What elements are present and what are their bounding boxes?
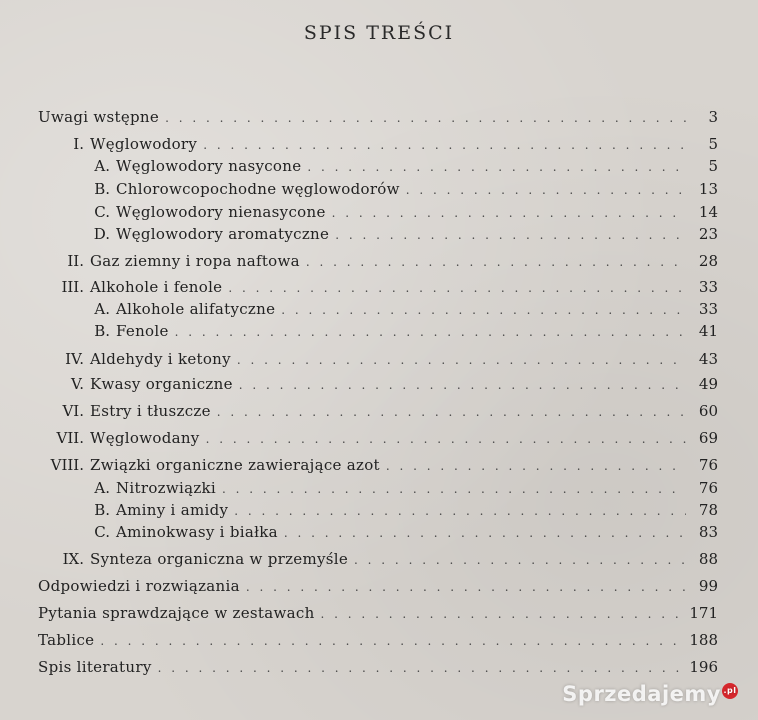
toc-leader-dots [281,299,686,321]
toc-entry-number: C. [94,523,110,541]
toc-entry-number: VI. [62,402,84,420]
toc-entry-section [38,298,718,320]
toc-leader-dots [217,401,686,423]
toc-leader-dots [175,321,686,343]
toc-entry-label: Chlorowcopochodne węglowodorów [116,180,400,198]
toc-entry-page: 43 [698,350,718,368]
toc-entry-label: Węglowodory [90,135,198,153]
toc-entry-section [38,155,718,177]
toc-leader-dots [306,251,686,273]
toc-entry-number: B. [94,501,110,519]
watermark-badge: .pl [722,683,738,699]
toc-entry-page: 99 [698,577,718,595]
toc-entry-section [38,201,718,223]
toc-entry-page: 188 [689,631,718,649]
toc-entry-label: Węglowodory nasycone [116,157,302,175]
toc-entry-label: Związki organiczne zawierające azot [90,456,380,474]
toc-entry-page: 69 [698,429,718,447]
toc-entry-label: Aminokwasy i białka [116,523,278,541]
toc-leader-dots [234,500,686,522]
toc-entry-pytania [38,602,718,624]
toc-entry-chapter-vii [38,427,718,449]
toc-entry-label: Aldehydy i ketony [90,350,231,368]
toc-entry-section [38,320,718,342]
toc-entry-label: Alkohole i fenole [90,278,223,296]
toc-entry-section [38,521,718,543]
toc-leader-dots [332,202,686,224]
toc-leader-dots [222,478,686,500]
toc-leader-dots [206,428,686,450]
toc-entry-page: 5 [708,157,718,175]
toc-entry-page: 33 [698,278,718,296]
toc-leader-dots [321,603,684,625]
toc-entry-chapter-iii [38,276,718,298]
toc-leader-dots [237,349,686,371]
toc-entry-chapter-iv [38,348,718,370]
toc-entry-number: IV. [65,350,84,368]
toc-entry-label: Kwasy organiczne [90,375,233,393]
toc-entry-label: Estry i tłuszcze [90,402,211,420]
toc-entry-number: C. [94,203,110,221]
toc-entry-label: Gaz ziemny i ropa naftowa [90,252,300,270]
toc-entry-section [38,499,718,521]
toc-entry-label: Odpowiedzi i rozwiązania [38,577,240,595]
toc-entry-number: B. [94,322,110,340]
toc-entry-label: Synteza organiczna w przemyśle [90,550,349,568]
toc-entry-chapter-ix [38,548,718,570]
toc-entry-tablice [38,629,718,651]
toc-entry-page: 60 [698,402,718,420]
toc-entry-uwagi [38,106,718,128]
toc-entry-number: VII. [56,429,84,447]
toc-entry-page: 14 [698,203,718,221]
toc-leader-dots [335,224,686,246]
toc-entry-label: Fenole [116,322,169,340]
toc-entry-page: 196 [689,658,718,676]
toc-entry-page: 88 [698,550,718,568]
toc-entry-number: B. [94,180,110,198]
toc-leader-dots [354,549,686,571]
toc-entry-number: III. [61,278,84,296]
toc-entry-number: V. [71,375,84,393]
toc-entry-page: 171 [689,604,718,622]
toc-leader-dots [165,107,686,129]
toc-entry-label: Uwagi wstępne [38,108,160,126]
toc-entry-page: 28 [698,252,718,270]
toc-entry-number: A. [94,157,110,175]
toc-entry-label: Alkohole alifatyczne [116,300,276,318]
toc-entry-chapter-v [38,373,718,395]
toc-entry-number: I. [73,135,84,153]
toc-entry-page: 76 [698,479,718,497]
toc-entry-chapter-vi [38,400,718,422]
toc-leader-dots [158,657,684,679]
toc-entry-section [38,477,718,499]
toc-entry-number: IX. [62,550,84,568]
toc-entry-number: A. [94,300,110,318]
toc-entry-chapter-viii [38,454,718,476]
toc-entry-label: Spis literatury [38,658,152,676]
toc-leader-dots [239,374,686,396]
toc-entry-odpowiedzi [38,575,718,597]
toc-entry-label: Węglowodory nienasycone [116,203,326,221]
toc-entry-label: Tablice [38,631,95,649]
toc-leader-dots [203,134,686,156]
toc-entry-literatura [38,656,718,678]
toc-entry-section [38,223,718,245]
toc-entry-label: Nitrozwiązki [116,479,217,497]
toc-entry-number: D. [93,225,110,243]
toc-entry-page: 5 [708,135,718,153]
toc-entry-number: VIII. [50,456,84,474]
toc-entry-label: Węglowodany [90,429,200,447]
toc-entry-page: 33 [698,300,718,318]
page-title: SPIS TREŚCI [303,22,455,44]
toc-entry-page: 13 [698,180,718,198]
toc-entry-chapter-ii [38,250,718,272]
toc-entry-label: Aminy i amidy [116,501,229,519]
toc-entry-page: 76 [698,456,718,474]
site-watermark [562,682,738,706]
toc-entry-label: Pytania sprawdzające w zestawach [38,604,315,622]
toc-leader-dots [406,179,686,201]
toc-entry-chapter-i [38,133,718,155]
toc-entry-number: II. [67,252,84,270]
toc-leader-dots [100,630,683,652]
toc-entry-page: 41 [698,322,718,340]
toc-entry-page: 83 [698,523,718,541]
toc-entry-page: 3 [708,108,718,126]
toc-leader-dots [386,455,686,477]
toc-entry-label: Węglowodory aromatyczne [116,225,330,243]
toc-leader-dots [307,156,686,178]
toc-entry-section [38,178,718,200]
toc-leader-dots [284,522,686,544]
toc-entry-page: 49 [698,375,718,393]
toc-entry-number: A. [94,479,110,497]
toc-entry-page: 23 [698,225,718,243]
toc-entry-page: 78 [698,501,718,519]
watermark-text: Sprzedajemy [562,682,721,706]
toc-leader-dots [228,277,686,299]
toc-leader-dots [246,576,686,598]
